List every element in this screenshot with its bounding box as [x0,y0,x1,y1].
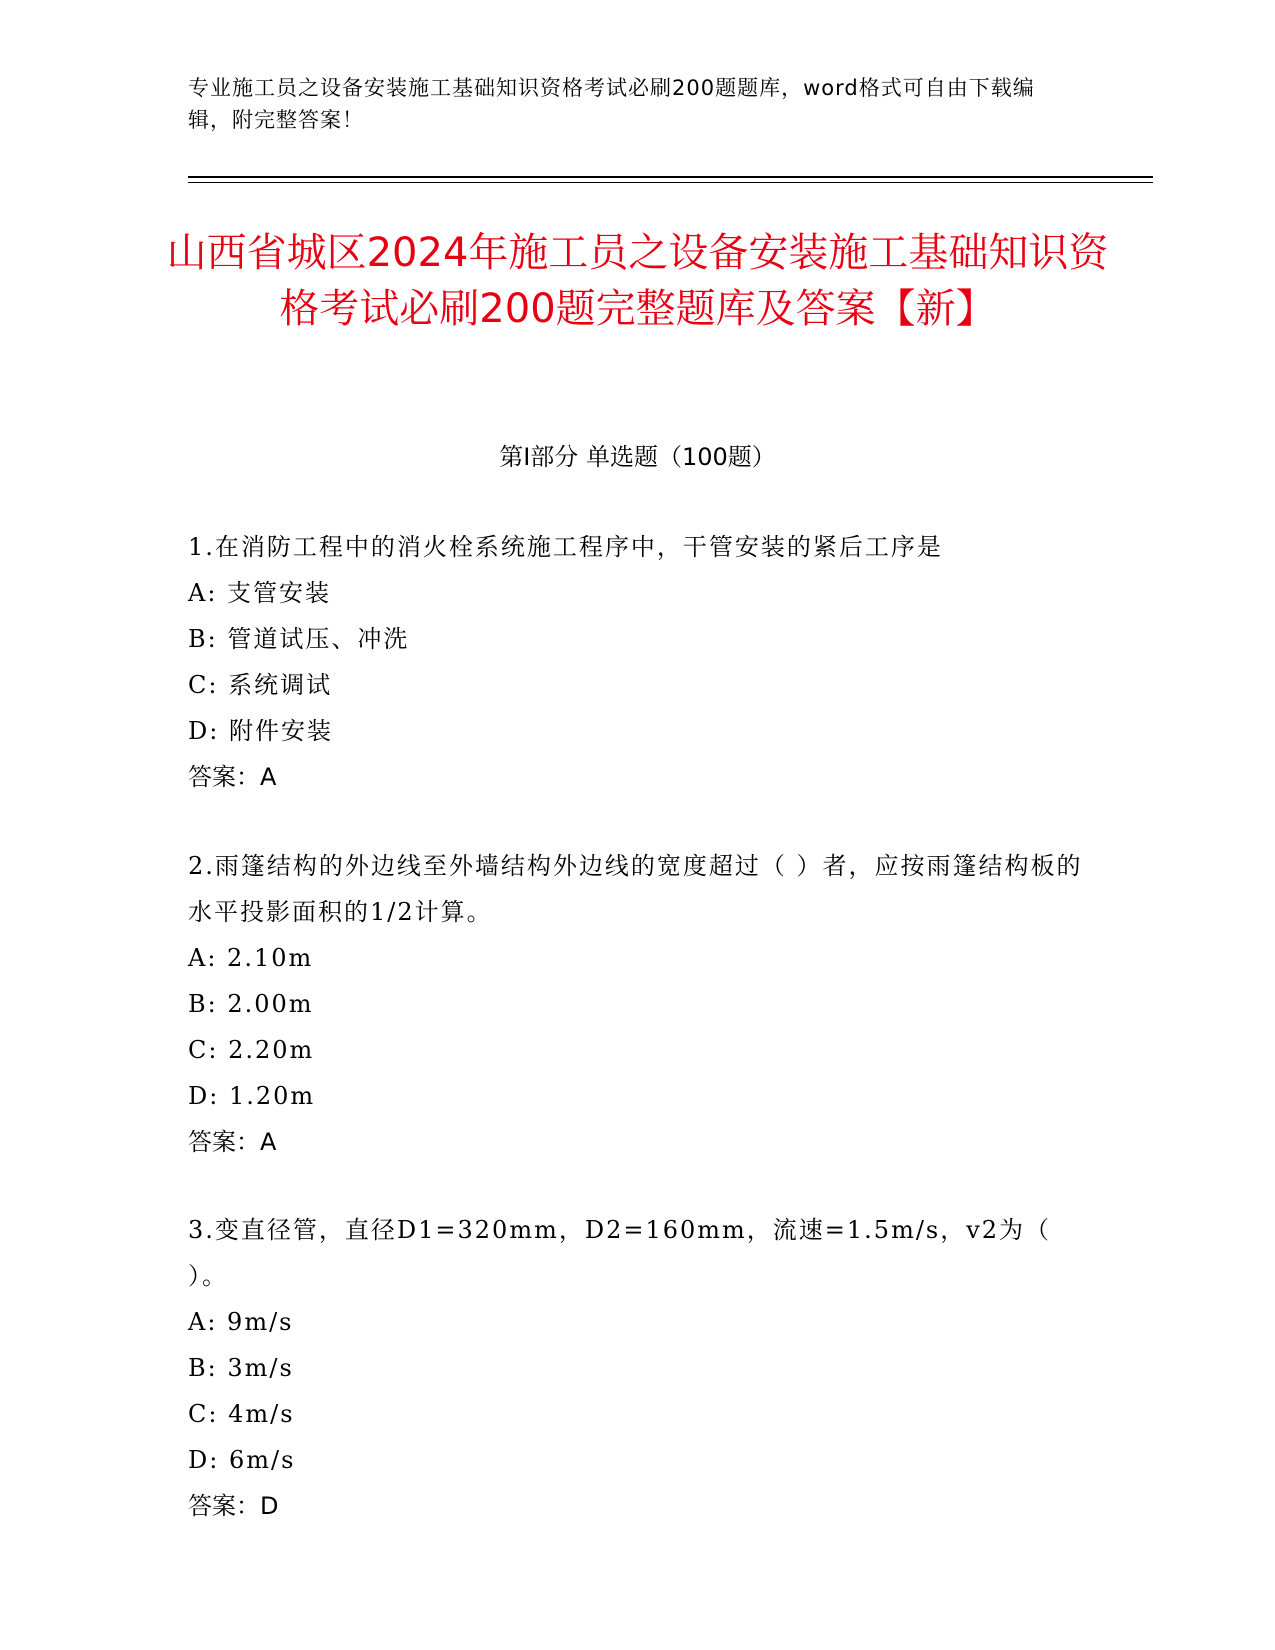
answer-label: 答案：A [188,1128,277,1156]
option-d: D: 6m/s [188,1446,296,1474]
option-a: A: 9m/s [188,1308,294,1336]
option-a: A: 2.10m [188,944,314,972]
question-block [188,1207,1088,1529]
answer-label: 答案：D [188,1492,279,1520]
question-stem: 1.在消防工程中的消火栓系统施工程序中，干管安装的紧后工序是 [188,533,943,561]
header-note: 专业施工员之设备安装施工基础知识资格考试必刷200题题库，word格式可自由下载编辑，附完整答案！ [188,76,1035,132]
option-b: B: 3m/s [188,1354,294,1382]
question-block [188,843,1088,1165]
header-divider-thick [188,176,1153,178]
option-b: B: 管道试压、冲洗 [188,625,410,653]
header-divider-thin [188,182,1153,183]
option-a: A: 支管安装 [188,579,332,607]
question-block [188,524,1088,800]
option-d: D: 1.20m [188,1082,316,1110]
option-c: C: 系统调试 [188,671,333,699]
question-stem: 2.雨篷结构的外边线至外墙结构外边线的宽度超过（ ）者，应按雨篷结构板的水平投影面积的1/2计算。 [188,852,1083,926]
option-c: C: 2.20m [188,1036,315,1064]
option-b: B: 2.00m [188,990,314,1018]
option-d: D: 附件安装 [188,717,333,745]
answer-label: 答案：A [188,763,277,791]
document-title: 山西省城区2024年施工员之设备安装施工基础知识资格考试必刷200题完整题库及答案【新】 [166,230,1109,332]
question-stem: 3.变直径管，直径D1=320mm，D2=160mm，流速=1.5m/s，v2为（ ）。 [188,1216,1052,1290]
section-title: 第I部分 单选题（100题） [499,443,776,471]
option-c: C: 4m/s [188,1400,295,1428]
